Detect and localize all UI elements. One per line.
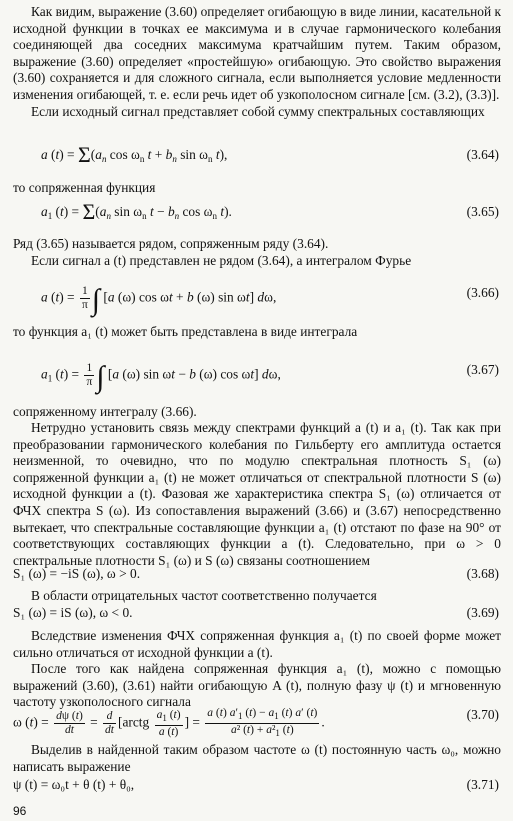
paragraph-sum-signal: Если исходный сигнал представляет собой сумму спектральных составляющих (31, 104, 485, 119)
paragraph-series: Ряд (3.65) называется рядом, сопряженным ряду (3.64). (13, 236, 329, 251)
equation-number: (3.64) (466, 147, 499, 162)
equation-3-71: ψ (t) = ω₀t + θ (t) + θ₀, (3.71) (13, 777, 499, 792)
equation-3-69: S₁ (ω) = iS (ω), ω < 0. (3.69) (13, 605, 499, 620)
paragraph-fourier: Если сигнал a (t) представлен не рядом (3.64), а интегралом Фурье (31, 253, 412, 268)
equation-number: (3.70) (466, 707, 499, 722)
equation-3-67: $a_1$ (t) = $\frac{1}{\pi}$ ∫ [a (ω) sin ωt − b (ω) cos ωt] dω, (3.67) (41, 360, 499, 394)
equation-3-66: a (t) = $\frac{1}{\pi}$ ∫ [a (ω) cos ωt + b (ω) sin ωt] dω, (3.66) (41, 283, 499, 317)
paragraph-conjugate: то сопряженная функция (13, 180, 156, 195)
equation-3-64: a $(t) = \Sigma(a_n$ $\cos \omega_n$ $t + b_n$ $\sin \omega_n$ t), (3.64) (41, 142, 499, 167)
page-number: 96 (13, 804, 27, 818)
paragraph-negative-freq: В области отрицательных частот соответственно получается (31, 588, 377, 603)
equation-number: (3.68) (466, 566, 499, 581)
equation-number: (3.65) (466, 204, 499, 219)
paragraph-phase-change: Вследствие изменения ФЧХ сопряженная функция a₁ (t) по своей форме может сильно отличаться от исходной функции a (t). (13, 628, 501, 660)
paragraph-spectra: Нетрудно установить связь между спектрами функций a (t) и a₁ (t). Так как при преобразовании гармонического колебания по Гильберту его амплитуда остается неизменной, то очевидно, что по модулю спектральная плотность S₁ (ω) сопряженной функции a₁ (t) не может отличаться от спектральной плотности S (ω) исходной функции a (t). Фазовая же характеристика спектра S₁ (ω) отличается от ФЧХ спектра S (ω). Из сопоставления выражений (3.66) и (3.67) непосредственно вытекает, что спектральные составляющие функции a₁ (t) отстают по фазе на 90° от соответствующих составляющих функции a (t). Следовательно, при ω > 0 спектральные плотности S₁ (ω) и S (ω) связаны соотношением (13, 420, 501, 568)
equation-3-70: ω (t) = $\frac{d\psi (t)}{dt}$ = $\frac{d}{dt}$ [arctg $\frac{a_1 (t)}{a (t)}$ ] = $\frac{a (t) a'_1 (t) - a_1 (t) a' (t)}{a^2 (t) + a^2_1 (t)}$ . (3.70) (13, 707, 499, 738)
paragraph-envelope: Как видим, выражение (3.60) определяет огибающую в виде линии, касательной к исходной функции в точках ее максимума и в случае гармонического колебания соединяющей два соседних максимума кратчайшим путем. Таким образом, выражение (3.60) определяет «простейшую» огибающую. Это свойство выражения (3.60) сохраняется и для сложного сигнала, если выполняется условие медленности изменения огибающей, т. е. если речь идет об узкополосном сигнале [см. (3.2), (3.3)]. (13, 4, 501, 102)
paragraph-integral: то функция a₁ (t) может быть представлена в виде интеграла (13, 324, 358, 339)
equation-3-65: $a_1$ $(t) = \Sigma(a_n$ $\sin \omega_n$ $t - b_n$ $\cos \omega_n$ t). (3.65) (41, 199, 499, 224)
equation-3-68: S₁ (ω) = −iS (ω), ω > 0. (3.68) (13, 566, 499, 581)
equation-number: (3.67) (466, 362, 499, 377)
equation-number: (3.71) (466, 777, 499, 792)
equation-number: (3.66) (466, 285, 499, 300)
paragraph-constant-part: Выделив в найденной таким образом частоте ω (t) постоянную часть ω₀, можно написать выражение (13, 742, 501, 774)
equation-number: (3.69) (466, 605, 499, 620)
paragraph-instant-freq: После того как найдена сопряженная функция a₁ (t), можно с помощью выражений (3.60), (3.61) найти огибающую A (t), полную фазу ψ (t) и мгновенную частоту узкополосного сигнала (13, 661, 501, 710)
paragraph-conjugate-integral: сопряженному интегралу (3.66). (13, 404, 197, 419)
